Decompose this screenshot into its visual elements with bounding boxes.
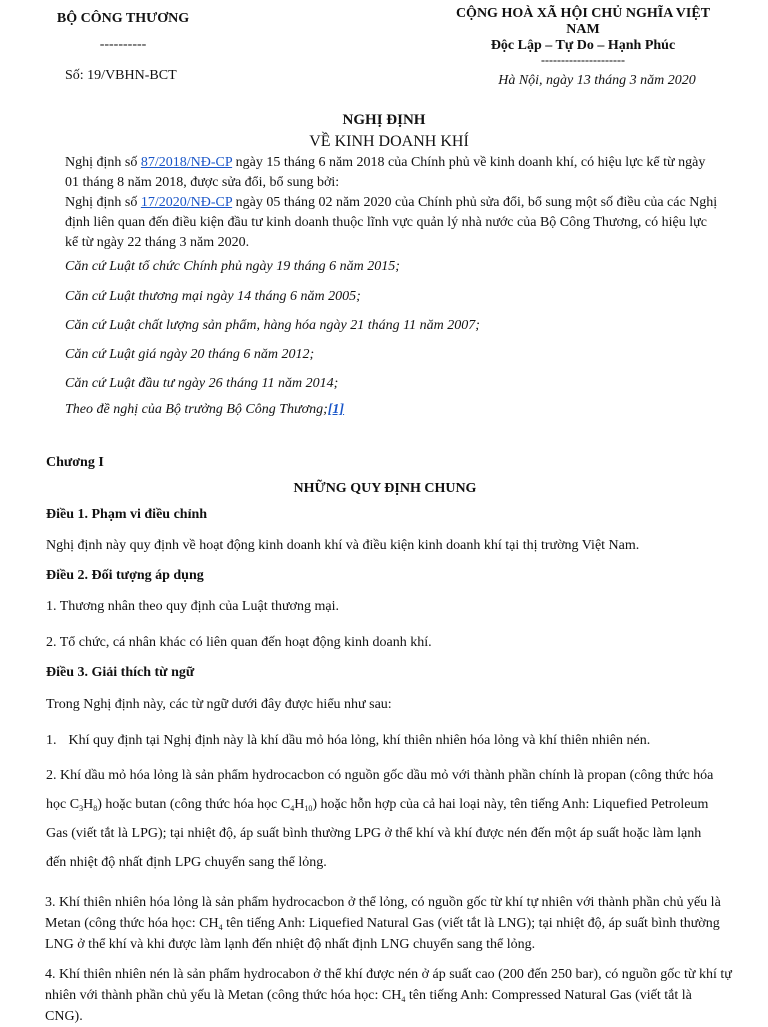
legal-basis-item: Căn cứ Luật giá ngày 20 tháng 6 năm 2012;	[65, 347, 315, 362]
chapter-title: NHỮNG QUY ĐỊNH CHUNG	[293, 481, 477, 496]
chapter-label: Chương I	[46, 455, 104, 470]
country-name-line2: NAM	[566, 22, 600, 37]
article-3-item-3	[45, 892, 733, 955]
intro-paragraph-1	[65, 153, 720, 193]
decree-title: NGHỊ ĐỊNH	[342, 112, 426, 128]
item-text: H	[294, 797, 305, 812]
subscript: 3	[79, 804, 84, 813]
intro-p1-suffix: ngày 15 tháng 6 năm 2018 của Chính phủ về kinh doanh khí, có hiệu lực kể từ ngày 01 tháng 8 năm 2018, được sửa đổi, bổ sung bởi:	[65, 155, 706, 190]
proposal-line	[65, 402, 344, 418]
item-text: 2. Khí dầu mỏ hóa lỏng là sản phẩm hydrocacbon có nguồn gốc dầu mỏ với thành phần chính là propan (công thức hóa học C	[46, 768, 714, 812]
item-text: ) hoặc butan (công thức hóa học C	[97, 797, 291, 812]
subscript: 4	[290, 804, 295, 813]
motto: Độc Lập – Tự Do – Hạnh Phúc	[490, 38, 676, 53]
decree-link-87-2018[interactable]: 87/2018/NĐ-CP	[140, 155, 233, 170]
article-3-item-4	[45, 964, 733, 1027]
proposal-text: Theo đề nghị của Bộ trưởng Bộ Công Thương;	[65, 402, 328, 417]
intro-paragraph-2	[65, 193, 720, 253]
item-number: 1.	[46, 733, 57, 748]
article-2-heading: Điều 2. Đối tượng áp dụng	[46, 568, 204, 583]
item-text: Khí quy định tại Nghị định này là khí dầu mỏ hóa lỏng, khí thiên nhiên hóa lỏng và khí thiên nhiên nén.	[68, 733, 651, 748]
article-3-item-2	[46, 761, 722, 877]
footnote-link[interactable]: [1]	[327, 402, 345, 417]
decree-subtitle: VỀ KINH DOANH KHÍ	[309, 133, 469, 150]
item-text: 4. Khí thiên nhiên nén là sản phẩm hydrocabon ở thể khí được nén ở áp suất cao (200 đến 250 bar), có nguồn gốc từ khí tự nhiên với thành phần chủ yếu là Metan (công thức hóa học: CH	[45, 967, 732, 1003]
subscript: 8	[93, 804, 98, 813]
intro-p2-prefix: Nghị định số	[65, 195, 141, 210]
item-text: H	[83, 797, 94, 812]
article-1-body: Nghị định này quy định về hoạt động kinh doanh khí và điều kiện kinh doanh khí tại thị trường Việt Nam.	[46, 538, 640, 553]
article-1-heading: Điều 1. Phạm vi điều chỉnh	[46, 507, 208, 522]
country-name	[440, 6, 726, 38]
intro-p1-prefix: Nghị định số	[65, 155, 141, 170]
legal-basis-item: Căn cứ Luật đầu tư ngày 26 tháng 11 năm 2014;	[65, 376, 339, 391]
place-date: Hà Nội, ngày 13 tháng 3 năm 2020	[498, 73, 696, 88]
subscript: 4	[401, 995, 406, 1004]
subscript: 10	[304, 804, 313, 813]
decree-link-17-2020[interactable]: 17/2020/NĐ-CP	[140, 195, 233, 210]
article-3-item-1	[46, 733, 650, 749]
intro-p2-suffix: ngày 05 tháng 02 năm 2020 của Chính phủ sửa đổi, bổ sung một số điều của các Nghị định liên quan đến điều kiện đầu tư kinh doanh thuộc lĩnh vực quản lý nhà nước của Bộ Công Thương, có hiệu lực kể từ ngày 22 tháng 3 năm 2020.	[65, 195, 718, 250]
legal-basis-item: Căn cứ Luật chất lượng sản phẩm, hàng hóa ngày 21 tháng 11 năm 2007;	[65, 318, 480, 333]
country-name-line1: CỘNG HOÀ XÃ HỘI CHỦ NGHĨA VIỆT	[455, 6, 711, 21]
document-number: Số: 19/VBHN-BCT	[65, 68, 177, 83]
motto-rule: ---------------------	[541, 53, 625, 67]
item-text: ) hoặc hỗn hợp của cả hai loại này, tên tiếng Anh: Liquefied Petroleum Gas (viết tắt là LPG); tại nhiệt độ, áp suất bình thường LPG ở thể khí và khí được nén đến một áp suất hoặc làm lạnh đến nhiệt độ nhất định LPG chuyển sang thể lỏng.	[46, 797, 709, 870]
item-text: tên tiếng Anh: Liquefied Natural Gas (viết tắt là LNG); tại nhiệt độ, áp suất bình thường LNG ở thể khí và khi được làm lạnh đến nhiệt độ nhất định LNG chuyển sang thể lỏng.	[45, 916, 720, 952]
item-text: 3. Khí thiên nhiên hóa lỏng là sản phẩm hydrocacbon ở thể lỏng, có nguồn gốc từ khí tự nhiên với thành phần chủ yếu là Metan (công thức hóa học: CH	[45, 895, 721, 931]
ministry-name: BỘ CÔNG THƯƠNG	[56, 11, 190, 26]
legal-basis-item: Căn cứ Luật tổ chức Chính phủ ngày 19 tháng 6 năm 2015;	[65, 259, 400, 274]
item-text: tên tiếng Anh: Compressed Natural Gas (viết tắt là CNG).	[45, 988, 692, 1024]
subscript: 4	[218, 923, 223, 932]
article-2-item-2: 2. Tổ chức, cá nhân khác có liên quan đến hoạt động kinh doanh khí.	[46, 635, 432, 650]
article-3-lead: Trong Nghị định này, các từ ngữ dưới đây được hiểu như sau:	[46, 697, 392, 712]
article-3-heading: Điều 3. Giải thích từ ngữ	[46, 665, 195, 680]
legal-basis-item: Căn cứ Luật thương mại ngày 14 tháng 6 năm 2005;	[65, 289, 361, 304]
ministry-rule: ----------	[99, 37, 147, 52]
article-2-item-1: 1. Thương nhân theo quy định của Luật thương mại.	[46, 599, 339, 614]
